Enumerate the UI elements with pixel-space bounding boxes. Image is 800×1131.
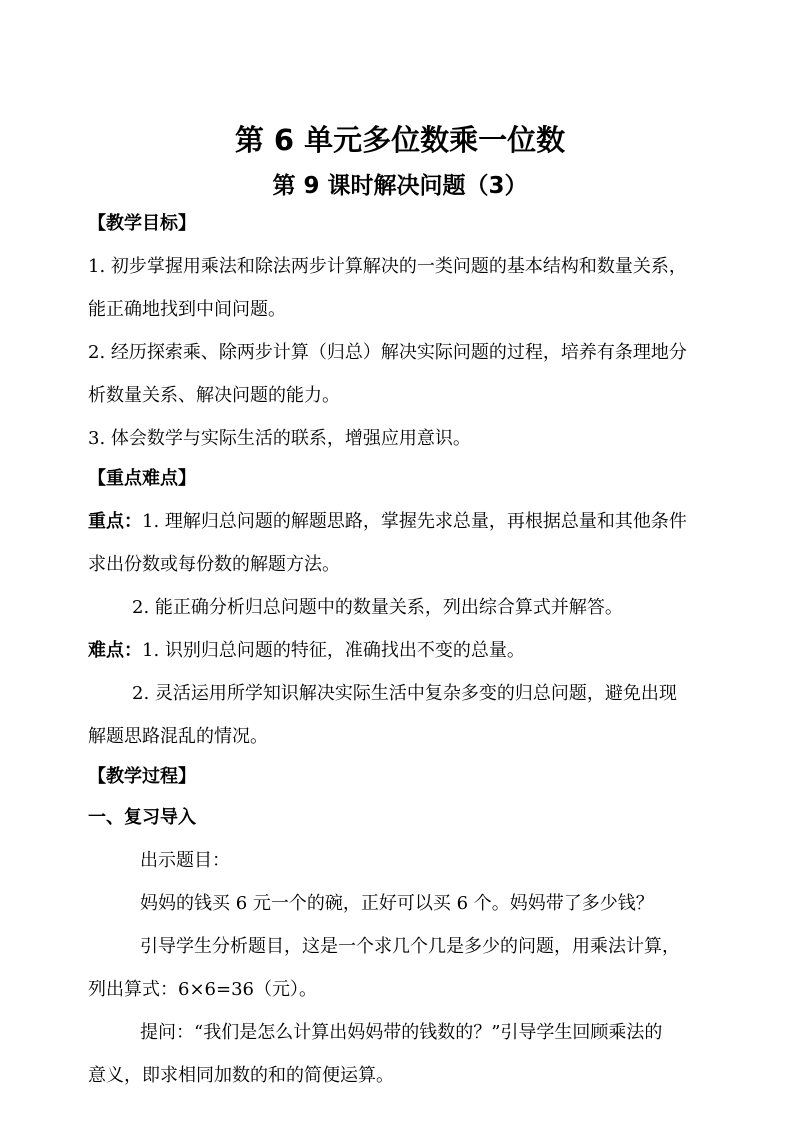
part1-line-5: 提问：“我们是怎么计算出妈妈带的钱数的？”引导学生回顾乘法的 (140, 1022, 663, 1043)
difficulty-line-3: 解题思路混乱的情况。 (88, 726, 268, 747)
difficulty-line-1 (88, 638, 525, 664)
difficulty-label: 难点： (88, 640, 142, 661)
goal-line-5: 3. 体会数学与实际生活的联系，增强应用意识。 (88, 428, 471, 449)
key-line-1 (88, 509, 687, 535)
key-heading: 【重点难点】 (88, 468, 196, 489)
part1-line-2: 妈妈的钱买 6 元一个的碗，正好可以买 6 个。妈妈带了多少钱？ (140, 893, 654, 914)
difficulty-text-1: 1. 识别归总问题的特征，准确找出不变的总量。 (142, 640, 525, 661)
unit-title: 第 6 单元多位数乘一位数 (234, 123, 566, 157)
goal-line-4: 析数量关系、解决问题的能力。 (88, 385, 340, 406)
part1-line-1: 出示题目： (140, 850, 230, 871)
part1-heading: 一、复习导入 (88, 807, 196, 828)
process-heading: 【教学过程】 (88, 766, 196, 787)
key-label: 重点： (88, 511, 142, 532)
part1-line-6: 意义，即求相同加数的和的简便运算。 (88, 1065, 394, 1086)
key-line-3: 2. 能正确分析归总问题中的数量关系，列出综合算式并解答。 (132, 597, 623, 618)
key-line-2: 求出份数或每份数的解题方法。 (88, 554, 340, 575)
key-text-1: 1. 理解归总问题的解题思路，掌握先求总量，再根据总量和其他条件 (142, 511, 687, 532)
part1-line-3: 引导学生分析题目，这是一个求几个几是多少的问题，用乘法计算， (140, 936, 680, 957)
goals-heading: 【教学目标】 (88, 213, 196, 234)
part1-line-4: 列出算式：6×6=36（元）。 (88, 979, 317, 1000)
goal-line-3: 2. 经历探索乘、除两步计算（归总）解决实际问题的过程，培养有条理地分 (88, 342, 687, 363)
difficulty-line-2: 2. 灵活运用所学知识解决实际生活中复杂多变的归总问题，避免出现 (132, 683, 677, 704)
goal-line-2: 能正确地找到中间问题。 (88, 299, 286, 320)
goal-line-1: 1. 初步掌握用乘法和除法两步计算解决的一类问题的基本结构和数量关系， (88, 256, 687, 277)
lesson-subtitle: 第 9 课时解决问题（3） (272, 173, 528, 199)
